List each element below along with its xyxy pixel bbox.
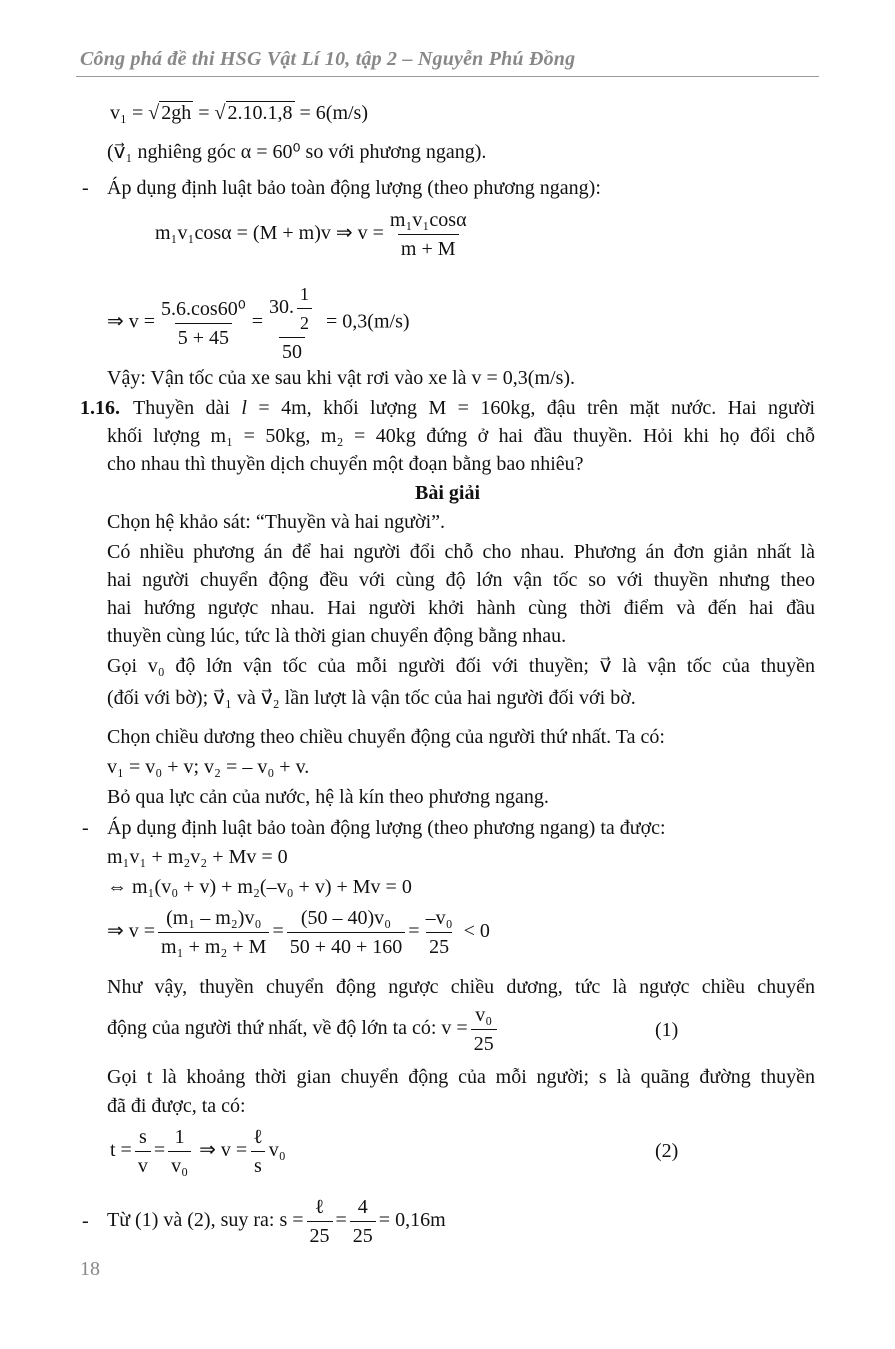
formula-text: v₁ = √ [110, 102, 160, 124]
denominator: 25 [471, 1029, 497, 1056]
formula-momentum [155, 208, 473, 261]
fraction [158, 906, 269, 959]
bullet-dash: - [82, 817, 89, 839]
fraction [350, 1195, 376, 1248]
text: động của người thứ nhất, về độ lớn ta có: v = [107, 1017, 468, 1040]
text-line [133, 396, 815, 420]
text-line: Chọn hệ khảo sát: “Thuyền và hai người”. [107, 511, 445, 533]
solution-title: Bài giải [414, 482, 480, 504]
formula-v1 [110, 101, 368, 125]
numerator: 1 [174, 1126, 185, 1148]
radicand: 2.10.1,8 [227, 102, 293, 124]
formula-text: ⇒ v = [107, 310, 156, 333]
text: l [241, 397, 247, 419]
formula-text: = 6(m/s) [294, 102, 368, 124]
denominator: 50 [279, 337, 305, 364]
numerator: (50 – 40)v₀ [300, 907, 392, 929]
fraction [387, 208, 470, 261]
denominator: v₀ [168, 1151, 191, 1178]
formula-text: = [408, 920, 420, 943]
equation-tag: (1) [655, 1019, 679, 1041]
text-line: Gọi v₀ độ lớn vận tốc của mỗi người đối với thuyền; v⃗ là vận tốc của thuyền [107, 655, 815, 677]
fraction [135, 1125, 151, 1178]
equation: ⇔ m₁(v₀ + v) + m₂(–v₀ + v) + Mv = 0 [107, 876, 412, 898]
formula-distance [107, 1195, 446, 1248]
fraction [307, 1195, 333, 1248]
text-line: Như vậy, thuyền chuyển động ngược chiều dương, tức là ngược chiều chuyển [107, 976, 815, 998]
formula-text: Từ (1) và (2), suy ra: s = [107, 1209, 304, 1232]
text-line: hai người chuyển động đều với cùng độ lớn vận tốc so với thuyền nhưng theo [107, 569, 815, 591]
running-header: Công phá đề thi HSG Vật Lí 10, tập 2 – Nguyễn Phú Đồng [80, 48, 576, 70]
numerator: 1 [300, 284, 310, 304]
fraction [266, 282, 318, 364]
text-line: Chọn chiều dương theo chiều chuyển động của người thứ nhất. Ta có: [107, 726, 665, 748]
radicand: 2gh [161, 102, 192, 124]
formula-text: = 0,16m [378, 1209, 446, 1232]
numerator: 5.6.cos60⁰ [161, 297, 246, 320]
bullet-dash: - [82, 1210, 89, 1232]
text-line: đã đi được, ta có: [107, 1095, 246, 1117]
text-line: thuyền cùng lúc, tức là thời gian chuyển động bằng nhau. [107, 625, 567, 647]
formula-text: 30. [269, 296, 295, 319]
formula-v-boat [107, 906, 490, 959]
text-line: (đối với bờ); v⃗₁ và v⃗₂ lần lượt là vận tốc của hai người đối với bờ. [107, 687, 636, 709]
header-rule [76, 76, 819, 77]
formula-text: ⇒ v = [199, 1139, 248, 1162]
numerator: –v₀ [425, 907, 453, 929]
fraction [423, 906, 456, 959]
denominator: 25 [426, 932, 452, 959]
numerator: s [138, 1126, 147, 1148]
text-line: (v⃗₁ nghiêng góc α = 60⁰ so với phương ngang). [107, 141, 487, 163]
fraction [158, 297, 249, 350]
text-line: Vậy: Vận tốc của xe sau khi vật rơi vào xe là v = 0,3(m/s). [107, 367, 576, 389]
text-line-with-formula [107, 1003, 500, 1056]
formula-text: = [335, 1209, 347, 1232]
problem-number: 1.16. [80, 397, 120, 419]
denominator: 2 [297, 308, 312, 335]
fraction [287, 906, 406, 959]
text-line: Áp dụng định luật bảo toàn động lượng (theo phương ngang): [107, 177, 601, 199]
numerator: (m₁ – m₂)v₀ [166, 907, 262, 929]
text-line: Gọi t là khoảng thời gian chuyển động của mỗi người; s là quãng đường thuyền [107, 1066, 815, 1088]
formula-time [110, 1125, 286, 1178]
text-line: Bỏ qua lực cản của nước, hệ là kín theo phương ngang. [107, 786, 549, 808]
fraction [168, 1125, 191, 1178]
text-line: hai hướng ngược nhau. Hai người khởi hành cùng thời điểm và đến hai đầu [107, 597, 815, 619]
formula-text: = 0,3(m/s) [326, 310, 410, 333]
denominator: 25 [307, 1221, 333, 1248]
text-line: Có nhiều phương án để hai người đổi chỗ cho nhau. Phương án đơn giản nhất là [107, 541, 815, 563]
denominator: m₁ + m₂ + M [158, 932, 269, 959]
text-line: khối lượng m₁ = 50kg, m₂ = 40kg đứng ở hai đầu thuyền. Hỏi khi họ đổi chỗ [107, 425, 815, 447]
denominator: m + M [398, 234, 459, 261]
numerator: 4 [357, 1196, 368, 1218]
bullet-dash: - [82, 177, 89, 199]
numerator: ℓ [314, 1196, 325, 1218]
denominator: 50 + 40 + 160 [287, 932, 406, 959]
numerator [266, 282, 318, 337]
numerator: v₀ [475, 1004, 493, 1026]
fraction [471, 1003, 497, 1056]
fraction [250, 1125, 266, 1178]
numerator: m₁v₁cosα [389, 209, 467, 231]
formula-text: = √ [193, 102, 226, 124]
page-number: 18 [80, 1258, 100, 1280]
equation: m₁v₁ + m₂v₂ + Mv = 0 [107, 846, 288, 868]
formula-text: ⇒ v = [107, 920, 156, 943]
formula-text: m₁v₁cosα = (M + m)v ⇒ v = [155, 222, 384, 245]
formula-text: v₀ [268, 1139, 286, 1162]
text-line: cho nhau thì thuyền dịch chuyển một đoạn bằng bao nhiêu? [107, 453, 584, 475]
denominator: 25 [350, 1221, 376, 1248]
formula-text: t = [110, 1139, 132, 1162]
formula-text: = [272, 920, 284, 943]
denominator: 5 + 45 [175, 323, 232, 350]
equation-tag: (2) [655, 1140, 679, 1162]
text: Thuyền dài [133, 397, 242, 419]
text: = 4m, khối lượng M = 160kg, đậu trên mặt nước. Hai người [246, 397, 816, 419]
denominator: v [135, 1151, 151, 1178]
text-line: Áp dụng định luật bảo toàn động lượng (theo phương ngang) ta được: [107, 817, 666, 839]
fraction [297, 282, 312, 335]
text-line: v₁ = v₀ + v; v₂ = – v₀ + v. [107, 756, 310, 778]
formula-text: = [153, 1139, 166, 1162]
formula-text: < 0 [463, 920, 490, 943]
formula-v-result [107, 282, 410, 364]
formula-text: = [251, 310, 264, 333]
numerator: ℓ [253, 1126, 263, 1148]
denominator: s [251, 1151, 265, 1178]
